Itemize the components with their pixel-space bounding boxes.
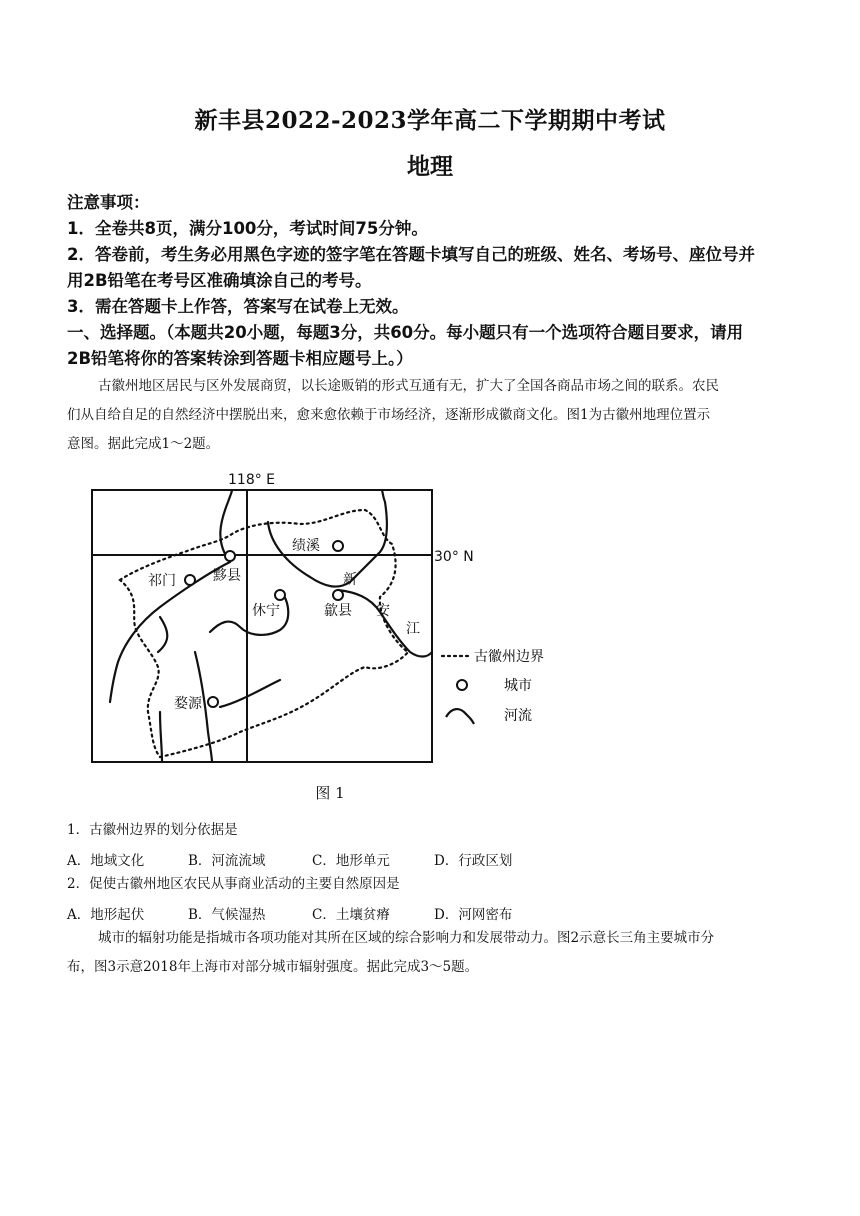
passage2-line2: 布，图3示意2018年上海市对部分城市辐射强度。据此完成3～5题。	[67, 959, 479, 975]
q2-option-b: B．气候湿热	[188, 907, 266, 923]
q2-option-a: A．地形起伏	[67, 907, 145, 923]
lon-label: 118° E	[228, 472, 276, 488]
passage2-line1: 城市的辐射功能是指城市各项功能对其所在区域的综合影响力和发展带动力。图2示意长三角主要城市分	[98, 930, 715, 946]
question-2-options	[67, 903, 512, 923]
lat-label: 30° N	[434, 549, 474, 565]
question-1-stem: 1．古徽州边界的划分依据是	[67, 822, 238, 838]
boundary-line	[120, 510, 408, 757]
exam-title: 新丰县2022-2023学年高二下学期期中考试	[194, 107, 666, 134]
river-label-an: 安	[376, 603, 390, 619]
city-shexian	[333, 590, 343, 600]
legend-city-symbol	[457, 680, 467, 690]
city-label-wuyuan: 婺源	[174, 696, 202, 712]
city-label-qimen: 祁门	[148, 573, 176, 589]
question-2-stem: 2．促使古徽州地区农民从事商业活动的主要自然原因是	[67, 876, 400, 892]
river-label-jiang: 江	[406, 621, 420, 637]
river-label-xin: 新	[343, 572, 357, 588]
notice-item-3: 3．需在答题卡上作答，答案写在试卷上无效。	[67, 297, 409, 316]
city-markers	[185, 541, 343, 707]
legend-boundary-label: 古徽州边界	[474, 649, 544, 665]
city-xiuning	[275, 590, 285, 600]
section1-heading-line1: 一、选择题。（本题共20小题，每题3分，共60分。每小题只有一个选项符合题目要求，请用	[67, 323, 744, 342]
passage1-line2: 们从自给自足的自然经济中摆脱出来，愈来愈依赖于市场经济，逐渐形成徽商文化。图1为古徽州地理位置示	[67, 407, 711, 423]
city-wuyuan	[208, 697, 218, 707]
notice-item-1: 1．全卷共8页，满分100分，考试时间75分钟。	[67, 219, 428, 238]
city-jixi	[333, 541, 343, 551]
legend-river-label: 河流	[504, 708, 532, 724]
river-lines	[110, 490, 432, 762]
city-qimen	[185, 575, 195, 585]
map-figure	[80, 462, 580, 772]
city-label-jixi: 绩溪	[292, 538, 320, 554]
section1-heading-line2: 2B铅笔将你的答案转涂到答题卡相应题号上。）	[67, 349, 413, 368]
city-label-shexian: 歙县	[324, 603, 352, 619]
city-label-xiuning: 休宁	[252, 603, 280, 619]
legend-city-label: 城市	[504, 678, 532, 694]
q1-option-a: A．地域文化	[67, 853, 145, 869]
notice-heading: 注意事项：	[67, 193, 150, 212]
passage1-line1: 古徽州地区居民与区外发展商贸，以长途贩销的形式互通有无，扩大了全国各商品市场之间的联系。农民	[98, 378, 719, 394]
question-1-options	[67, 849, 512, 869]
figure-caption: 图 1	[315, 784, 345, 802]
q2-option-d: D．河网密布	[434, 907, 513, 923]
passage1-line3: 意图。据此完成1～2题。	[67, 436, 220, 452]
subject-title: 地理	[407, 153, 453, 180]
city-label-yixian: 黟县	[213, 568, 241, 584]
notice-item-2-cont: 用2B铅笔在考号区准确填涂自己的考号。	[67, 271, 372, 290]
q1-option-d: D．行政区划	[434, 853, 513, 869]
city-yixian	[225, 551, 235, 561]
legend-river-symbol	[446, 709, 474, 724]
q1-option-b: B．河流流域	[188, 853, 266, 869]
q2-option-c: C．土壤贫瘠	[312, 907, 390, 923]
q1-option-c: C．地形单元	[312, 853, 390, 869]
notice-item-2: 2．答卷前，考生务必用黑色字迹的签字笔在答题卡填写自己的班级、姓名、考场号、座位号并	[67, 245, 755, 264]
